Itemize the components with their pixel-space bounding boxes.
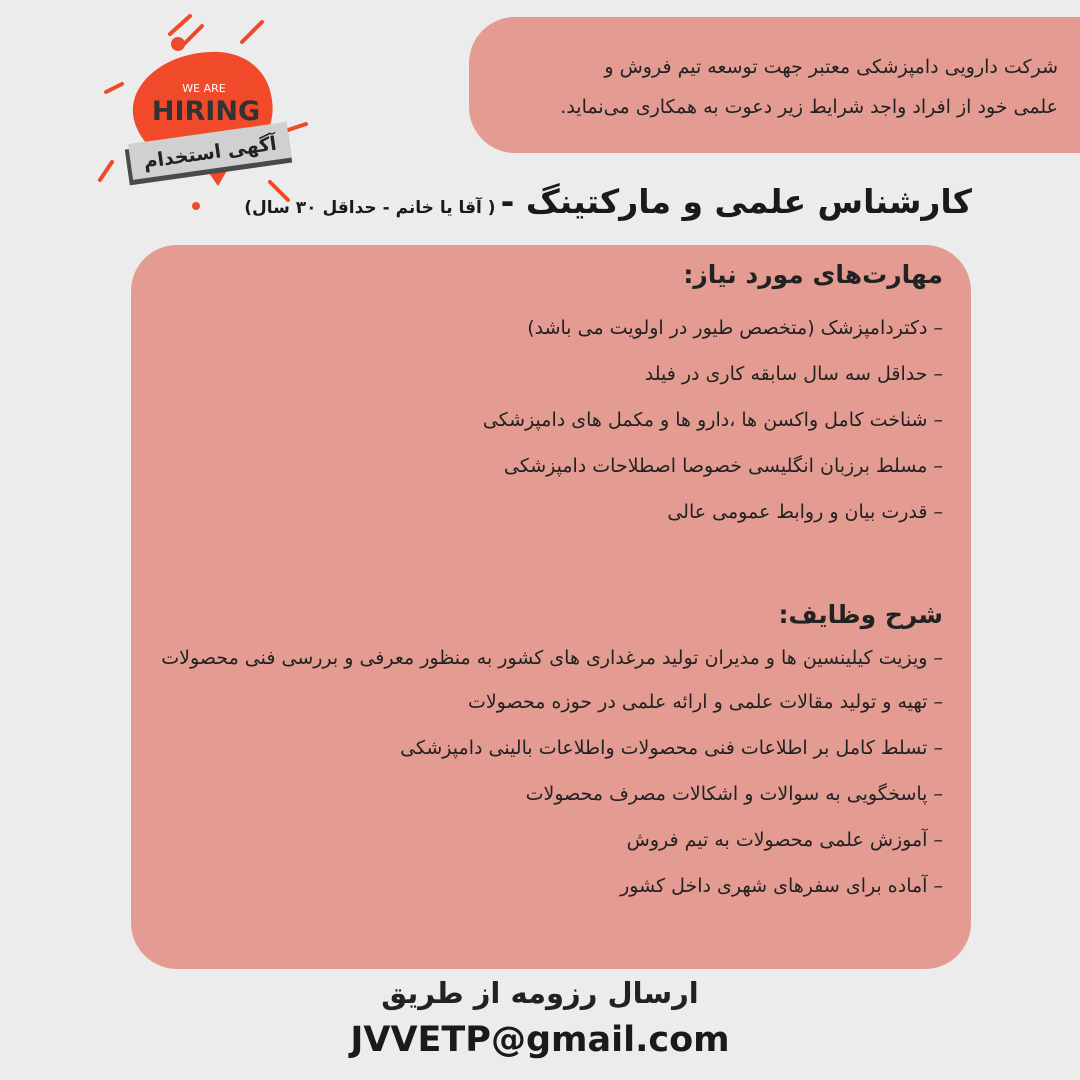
- duty-item: – ویزیت کیلینسین ها و مدیران تولید مرغداری های کشور به منظور معرفی و بررسی فنی محصولات: [161, 647, 943, 669]
- job-subtitle: ( آقا یا خانم - حداقل ۳۰ سال): [244, 198, 496, 218]
- skills-heading: مهارت‌های مورد نیاز:: [683, 260, 943, 289]
- skill-item: – قدرت بیان و روابط عمومی عالی: [667, 501, 943, 523]
- duty-item: – آماده برای سفرهای شهری داخل کشور: [620, 875, 943, 897]
- skill-item: – حداقل سه سال سابقه کاری در فیلد: [644, 363, 943, 385]
- logo-label: آگهی استخدام: [142, 132, 278, 174]
- logo-dot: [171, 37, 185, 51]
- duty-item: – پاسخگویی به سوالات و اشکالات مصرف محصولات: [525, 783, 943, 805]
- duty-item: – تهیه و تولید مقالات علمی و ارائه علمی در حوزه محصولات: [467, 691, 943, 713]
- duty-item: – تسلط کامل بر اطلاعات فنی محصولات واطلاعات بالینی دامپزشکی: [400, 737, 943, 759]
- job-title-row: [244, 182, 972, 221]
- logo-we-are: WE ARE: [182, 82, 226, 95]
- intro-box: [469, 17, 1080, 153]
- intro-line-1: شرکت دارویی دامپزشکی معتبر جهت توسعه تیم فروش و: [604, 56, 1058, 78]
- duties-heading: شرح وظایف:: [778, 600, 943, 629]
- intro-line-2: علمی خود از افراد واجد شرایط زیر دعوت به همکاری می‌نماید.: [560, 96, 1058, 118]
- resume-label: ارسال رزومه از طریق: [381, 976, 699, 1010]
- logo-hiring: HIRING: [151, 96, 261, 127]
- logo-dot-small: [192, 202, 200, 210]
- job-title: کارشناس علمی و مارکتینگ -: [500, 182, 972, 221]
- contact-email[interactable]: JVVETP@gmail.com: [350, 1020, 730, 1060]
- duty-item: – آموزش علمی محصولات به تیم فروش: [626, 829, 943, 851]
- skill-item: – دکتردامپزشک (متخصص طیور در اولویت می باشد): [527, 317, 943, 339]
- skill-item: – مسلط برزبان انگلیسی خصوصا اصطلاحات دامپزشکی: [503, 455, 943, 477]
- skill-item: – شناخت کامل واکسن ها ،دارو ها و مکمل های دامپزشکی: [482, 409, 943, 431]
- details-box: [131, 245, 971, 969]
